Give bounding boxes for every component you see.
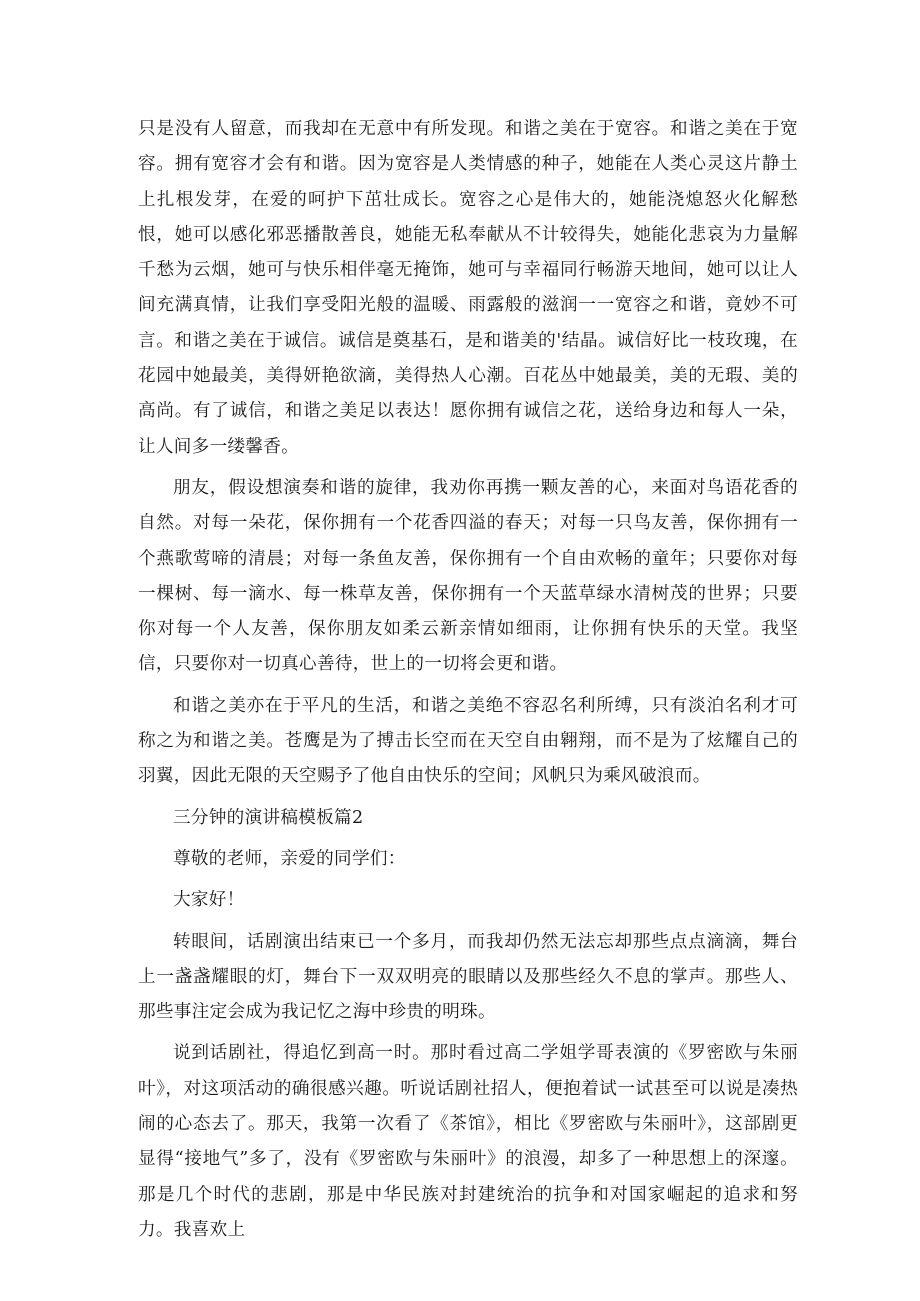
- paragraph-friendliness: 朋友，假设想演奏和谐的旋律，我劝你再携一颗友善的心，来面对鸟语花香的自然。对每一朵花，保你拥有一个花香四溢的春天；对每一只鸟友善，保你拥有一个燕歌莺啼的清晨；对每一条鱼友善，保你拥有一个自由欢畅的童年；只要你对每一棵树、每一滴水、每一株草友善，保你拥有一个天蓝草绿水清树茂的世界；只要你对每一个人友善，保你朋友如柔云新亲情如细雨，让你拥有快乐的天堂。我坚信，只要你对一切真心善待，世上的一切将会更和谐。: [138, 477, 798, 675]
- section-heading: 三分钟的演讲稿模板篇2: [173, 807, 364, 828]
- greeting: 大家好！: [173, 890, 245, 911]
- paragraph-drama-memory: 转眼间，话剧演出结束已一个多月，而我却仍然无法忘却那些点点滴滴，舞台上一盏盏耀眼的灯，舞台下一双双明亮的眼睛以及那些经久不息的掌声。那些人、那些事注定会成为我记忆之海中珍贵的明珠。: [138, 931, 798, 1023]
- paragraph-ordinary-life: 和谐之美亦在于平凡的生活，和谐之美绝不容忍名利所缚，只有淡泊名利才可称之为和谐之美。苍鹰是为了搏击长空而在天空自由翱翔，而不是为了炫耀自己的羽翼，因此无限的天空赐予了他自由快乐的空间；风帆只为乘风破浪而。: [138, 695, 798, 787]
- document-page: [138, 112, 798, 1248]
- salutation: 尊敬的老师，亲爱的同学们：: [173, 848, 406, 869]
- paragraph-harmony-tolerance: 只是没有人留意，而我却在无意中有所发现。和谐之美在于宽容。和谐之美在于宽容。拥有宽容才会有和谐。因为宽容是人类情感的种子，她能在人类心灵这片静土上扎根发芽，在爱的呵护下茁壮成长。宽容之心是伟大的，她能浇熄怒火化解愁恨，她可以感化邪恶播散善良，她能无私奉献从不计较得失，她能化悲哀为力量解千愁为云烟，她可与快乐相伴毫无掩饰，她可与幸福同行畅游天地间，她可以让人间充满真情，让我们享受阳光般的温暖、雨露般的滋润一一宽容之和谐，竟妙不可言。和谐之美在于诚信。诚信是奠基石，是和谐美的'结晶。诚信好比一枝玫瑰，在花园中她最美，美得妍艳欲滴，美得热人心潮。百花丛中她最美，美的无瑕、美的高尚。有了诚信，和谐之美足以表达！愿你拥有诚信之花，送给身边和每人一朵，让人间多一缕馨香。: [138, 119, 798, 457]
- paragraph-drama-club: 说到话剧社，得追忆到高一时。那时看过高二学姐学哥表演的《罗密欧与朱丽叶》，对这项活动的确很感兴趣。听说话剧社招人，便抱着试一试甚至可以说是凑热闹的心态去了。那天，我第一次看了《茶馆》，相比《罗密欧与朱丽叶》，这部剧更显得“接地气”多了，没有《罗密欧与朱丽叶》的浪漫，却多了一种思想上的深邃。那是几个时代的悲剧，那是中华民族对封建统治的抗争和对国家崛起的追求和努力。我喜欢上: [138, 1043, 798, 1240]
